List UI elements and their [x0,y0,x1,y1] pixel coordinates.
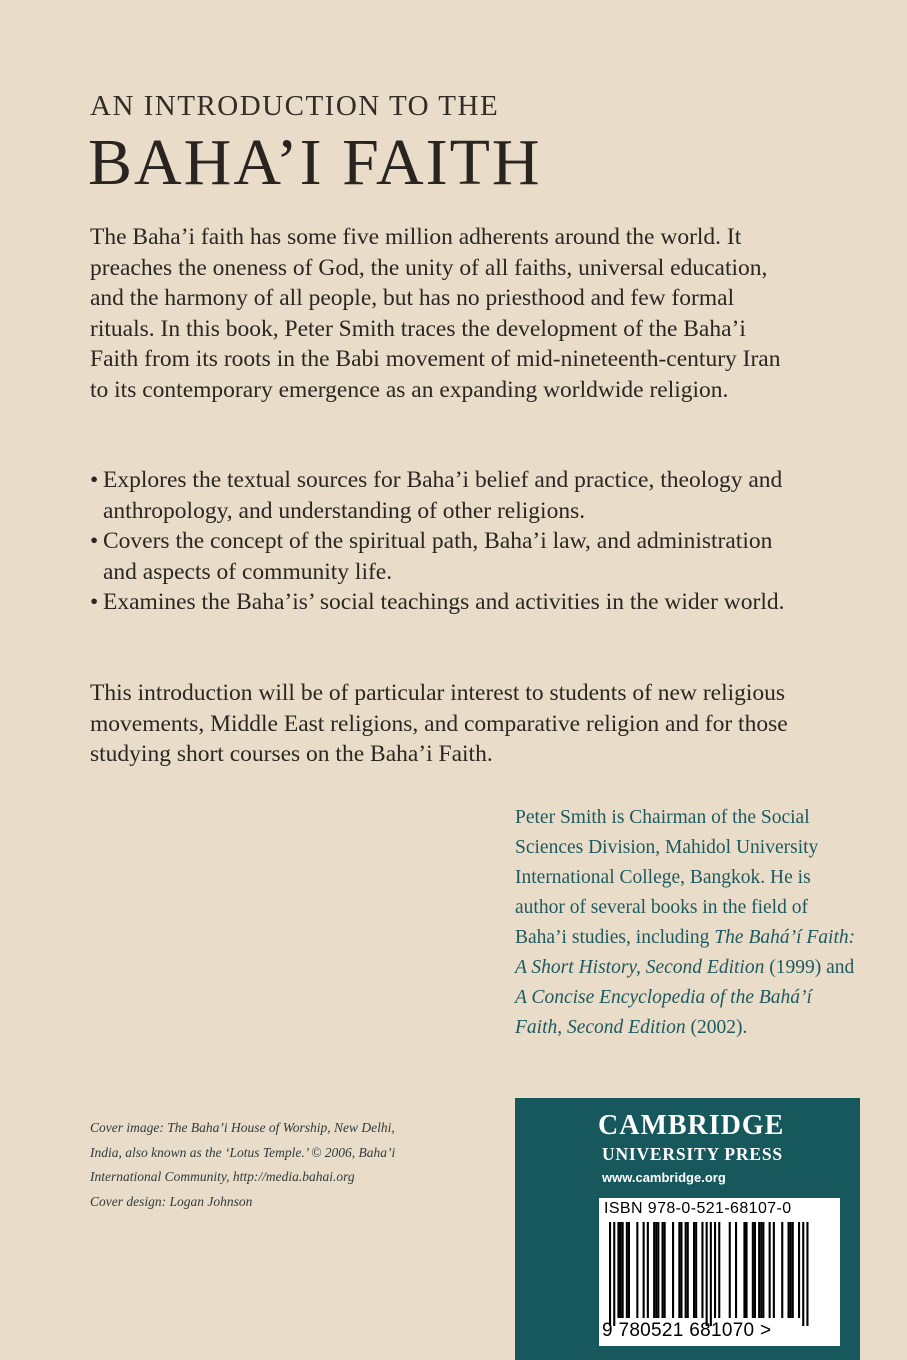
barcode-bar [792,1222,794,1318]
publisher-press: UNIVERSITY PRESS [602,1144,783,1164]
list-item-text: Covers the concept of the spiritual path, Baha’i law, and administration and aspects of community life. [103,528,773,585]
publisher-url: www.cambridge.org [602,1170,726,1185]
list-item [90,587,800,618]
barcode-bar [746,1222,748,1318]
barcode-bar [662,1222,664,1318]
book-title: BAHA’I FAITH [88,126,542,199]
barcode-bar [672,1222,674,1318]
title-kicker: AN INTRODUCTION TO THE [90,90,500,122]
bio-text: Peter Smith is Chairman of the Social Sciences Division, Mahidol University International College, Bangkok. He is author of several books in the field of Baha’i studies, including [515,807,819,948]
barcode-bar [678,1222,680,1318]
audience-note: This introduction will be of particular interest to students of new religious movements, Middle East religions, and comparative religion and for those studying short courses on the Baha’i Faith. [90,680,788,767]
list-item-text: Explores the textual sources for Baha’i belief and practice, theology and anthropology, and understanding of other religions. [103,467,783,524]
barcode [599,1198,840,1346]
barcode-bar [685,1222,687,1318]
barcode-bar [622,1222,624,1318]
barcode-bar [657,1222,659,1318]
barcode-bar [620,1222,622,1318]
barcode-bar [706,1222,708,1326]
barcode-bar [609,1222,611,1326]
barcode-bar [664,1222,666,1318]
bullet-marker: • [90,589,99,615]
author-bio [515,803,860,1043]
credit-line: International Community, http://media.bahai.org [90,1169,355,1184]
list-item [90,465,800,526]
barcode-bar [752,1222,754,1318]
description-text: The Baha’i faith has some five million adherents around the world. It preaches the oneness of God, the unity of all faiths, universal education, and the harmony of all people, but has no priesthood and few formal rituals. In this book, Peter Smith traces the development of the Baha’i Faith from its roots in the Babi movement of mid-nineteenth-century Iran to its contemporary emergence as an expanding worldwide religion. [90,224,781,403]
bio-text: (2002). [685,1017,748,1038]
barcode-bar [798,1222,800,1318]
barcode-bar [802,1222,804,1326]
description [90,222,790,405]
barcode-bar [695,1222,697,1318]
publisher-name: CAMBRIDGE [598,1110,785,1141]
barcode-bar [653,1222,655,1318]
barcode-bar [613,1222,615,1326]
isbn-label: ISBN 978-0-521-68107-0 [604,1200,792,1217]
barcode-bar [643,1222,645,1318]
book-title-italic: The Bahá’í Faith: A Short History, Second Edition [515,927,856,978]
barcode-bar [758,1222,760,1318]
bio-text: (1999) and [764,957,855,978]
barcode-bar [760,1222,762,1318]
feature-list [90,465,800,618]
barcode-bar [769,1222,771,1318]
barcode-bar [729,1222,731,1318]
barcode-bar [710,1222,712,1326]
list-item-text: Examines the Baha’is’ social teachings and activities in the wider world. [103,589,785,615]
barcode-bars [609,1222,830,1332]
barcode-bar [626,1222,628,1318]
barcode-bar [701,1222,703,1318]
barcode-bar [806,1222,808,1326]
barcode-bar [773,1222,775,1318]
barcode-bar [617,1222,619,1318]
barcode-digits: 9 780521 681070 > [602,1320,772,1341]
barcode-bar [680,1222,682,1318]
barcode-bar [788,1222,790,1318]
credit-line: Cover image: The Baha’i House of Worship, New Delhi, [90,1120,395,1135]
barcode-bar [655,1222,657,1318]
publisher-panel [515,1098,860,1360]
barcode-bar [687,1222,689,1318]
barcode-bar [735,1222,737,1318]
list-item [90,526,800,587]
barcode-bar [718,1222,720,1318]
bullet-marker: • [90,467,99,493]
barcode-bar [743,1222,745,1318]
barcode-bar [762,1222,764,1318]
barcode-bar [714,1222,716,1318]
barcode-bar [781,1222,783,1318]
barcode-bar [636,1222,638,1318]
cover-credits [90,1116,410,1214]
barcode-bar [693,1222,695,1318]
barcode-bar [628,1222,630,1318]
credit-line: Cover design: Logan Johnson [90,1193,253,1209]
barcode-bar [790,1222,792,1318]
credit-line: India, also known as the ‘Lotus Temple.’ © 2006, Baha’i [90,1144,396,1160]
bullet-marker: • [90,528,99,554]
barcode-bar [647,1222,649,1318]
book-title-italic: A Concise Encyclopedia of the Bahá’í Faith, Second Edition [515,987,812,1038]
barcode-bar [754,1222,756,1318]
